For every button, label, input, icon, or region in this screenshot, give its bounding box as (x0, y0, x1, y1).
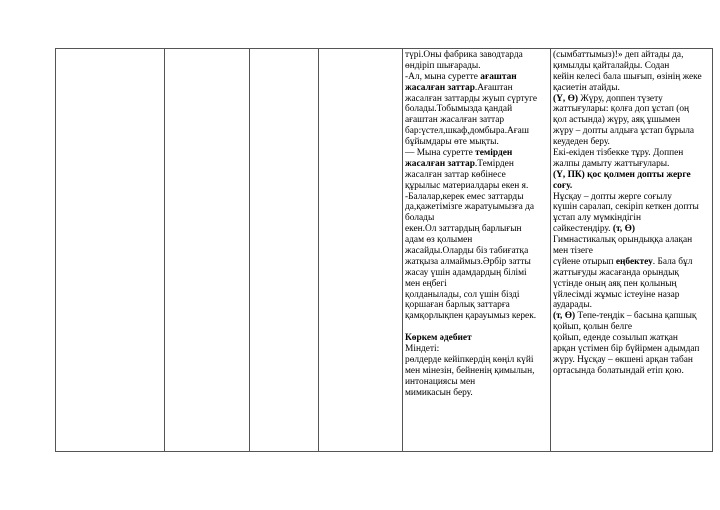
text-run: Жүру, доппен түзету (578, 93, 663, 104)
text-run: екен.Ол заттардың барлығын (405, 224, 522, 235)
text-run: жаттығуды жасағанда орындық (553, 267, 679, 278)
text-line (405, 388, 550, 399)
text-line (405, 72, 550, 83)
text-run: да,қажетімізге жаратуымызға да (405, 202, 535, 213)
text-line (405, 94, 550, 105)
text-run: арқан үстімен бір бүйірмен адымдап (553, 344, 700, 355)
text-line (553, 246, 712, 257)
text-run: үстінде оның аяқ пен қолының (553, 278, 677, 289)
text-line (553, 355, 712, 366)
text-line (553, 322, 712, 333)
text-run: қимылды қайталайды. Содан (553, 60, 670, 71)
text-line (405, 213, 550, 224)
text-line (405, 279, 550, 290)
text-run: мимикасын беру. (405, 387, 473, 398)
text-run: ортасында болатындай етіп қою. (553, 365, 684, 376)
text-run: сүйене отырып (553, 256, 616, 267)
text-run: қоршаған барлық заттарға (405, 300, 510, 311)
text-run: рөлдерде кейіпкердің көңіл күйі (405, 354, 534, 365)
text-run: мен еңбегі (405, 278, 447, 289)
text-line (553, 126, 712, 137)
text-line (553, 202, 712, 213)
bold-text-run: (Ү, Ө) (553, 93, 578, 104)
bold-text-run: соғу. (553, 180, 573, 191)
text-line (405, 366, 550, 377)
text-run: интонациясы мен (405, 376, 476, 387)
text-line (553, 148, 712, 159)
text-run: қойып, еденде созылып жатқан (553, 333, 678, 344)
text-line (405, 181, 550, 192)
text-run: жүру. Нұсқау – өкшені арқан табан (553, 354, 693, 365)
text-run: Екі-екіден тізбекке тұру. Доппен (553, 148, 684, 159)
text-run: түрі.Оны фабрика заводтарда (405, 50, 523, 60)
text-line (553, 94, 712, 105)
text-run: өндіріп шығарады. (405, 60, 481, 71)
text-line (553, 72, 712, 83)
text-line (405, 224, 550, 235)
cell-text-activities (403, 49, 550, 399)
text-run: . Бала бұл (652, 256, 693, 267)
text-run: қамқорлықпен қарауымыз керек. (405, 311, 537, 322)
text-line (405, 246, 550, 257)
text-run: .Ағаштан (474, 82, 513, 93)
text-run: жалпы дамыту жаттығулары. (553, 158, 670, 169)
text-line (553, 159, 712, 170)
bold-text-run: ағаштан (480, 71, 517, 82)
text-line (405, 300, 550, 311)
text-line (553, 213, 712, 224)
text-line (405, 290, 550, 301)
text-line (405, 268, 550, 279)
text-line (553, 268, 712, 279)
text-run: ағаштан жасалған заттар (405, 115, 505, 126)
text-run: болады.Тобымызда қандай (405, 104, 513, 115)
text-run: үйлесімді жұмыс істеуіне назар (553, 289, 680, 300)
table-cell-6 (551, 49, 713, 452)
text-line (553, 333, 712, 344)
text-run: ұстап алу мүмкіндігін (553, 213, 641, 224)
text-line (405, 115, 550, 126)
bold-text-run: (т, Ө) (612, 224, 635, 235)
text-run: жүру – допты алдыға ұстап бұрыла (553, 126, 695, 137)
text-line (553, 115, 712, 126)
text-line (405, 311, 550, 322)
text-line (553, 366, 712, 377)
text-run: қойып, қолын белге (553, 322, 633, 333)
text-line (553, 83, 712, 94)
text-line (553, 192, 712, 203)
text-line (553, 50, 712, 61)
table-cell-4 (319, 49, 403, 452)
text-run: жатқызa алмаймыз.Әрбір затты (405, 256, 531, 267)
text-run: жасайды.Оларды біз табиғатқа (405, 246, 529, 257)
text-line (553, 344, 712, 355)
text-line (405, 257, 550, 268)
text-run: аударады. (553, 300, 592, 311)
text-line (405, 159, 550, 170)
text-line (405, 235, 550, 246)
text-run: жасалған заттарды жуып сүртуге (405, 93, 538, 104)
bold-text-run: (т, Ө) (553, 311, 576, 322)
text-line (405, 148, 550, 159)
text-run: Тепе-теңдік – басына қапшық (575, 311, 697, 322)
text-run: -Ал, мына суретте (405, 71, 481, 82)
text-run: сәйкестендіру. (553, 224, 613, 235)
text-run: кейін келесі бала шығып, өзінің жеке (553, 71, 702, 82)
text-line (405, 333, 550, 344)
bold-text-run: темірден (475, 148, 513, 159)
text-run: жасау үшін адамдардың білімі (405, 267, 527, 278)
text-run: қол астында) жүру, аяқ ұшымен (553, 115, 681, 126)
text-run: қасиетін атайды. (553, 82, 620, 93)
table-cell-5 (403, 49, 551, 452)
text-line (553, 104, 712, 115)
text-line (405, 192, 550, 203)
table-cell-2 (165, 49, 250, 452)
text-line (405, 83, 550, 94)
text-run: бар:үстел,шкаф,домбыра.Ағаш (405, 126, 530, 137)
text-line (553, 224, 712, 235)
text-line (553, 311, 712, 322)
text-line (405, 202, 550, 213)
text-run: — Мына суретте (405, 148, 476, 159)
text-line (405, 61, 550, 72)
text-line (405, 355, 550, 366)
text-run: адам өз қолымен (405, 235, 473, 246)
text-line (553, 170, 712, 181)
text-line (553, 300, 712, 311)
text-line (553, 61, 712, 72)
text-line (405, 104, 550, 115)
text-line (405, 344, 550, 355)
table-cell-1 (56, 49, 165, 452)
text-line (405, 50, 550, 61)
bold-text-run: еңбектеу (615, 256, 653, 267)
bold-text-run: (Ү, ПК) қос қолмен допты жерге (553, 169, 691, 180)
table-cell-3 (250, 49, 319, 452)
text-run: .Темірден (474, 158, 514, 169)
text-run: жаттығулары: қолға доп ұстап (оң (553, 104, 690, 115)
text-run: Нұсқау – допты жерге соғылу (553, 191, 672, 202)
text-run: қолданылады, сол үшін бізді (405, 289, 520, 300)
table-row (56, 49, 713, 452)
text-run: мен мінезін, бейненің қимылын, (405, 365, 535, 376)
text-run: күшін саралап, секіріп кеткен допты (553, 202, 699, 213)
text-run: кеудеден беру. (553, 137, 610, 148)
lesson-plan-table (55, 48, 713, 452)
text-line (405, 322, 550, 333)
text-run: жасалған заттар көбінесе (405, 169, 506, 180)
bold-text-run: жасалған заттар (405, 82, 475, 93)
text-line (553, 279, 712, 290)
text-line (553, 257, 712, 268)
text-run: Гимнастикалық орындыққа алақан (553, 235, 693, 246)
text-run: мен тізеге (553, 246, 593, 257)
text-run: бұйымдары өте мықты. (405, 137, 499, 148)
text-run: (сымбаттымыз)!» деп айтады да, (553, 50, 684, 60)
text-run: құрылыс материалдары екен я. (405, 180, 529, 191)
text-line (405, 137, 550, 148)
bold-text-run: Көркем әдебиет (405, 333, 472, 344)
text-run: Міндеті: (405, 344, 440, 355)
cell-text-exercises (551, 49, 712, 377)
text-line (553, 137, 712, 148)
text-line (553, 235, 712, 246)
text-line (553, 181, 712, 192)
text-line (405, 377, 550, 388)
text-line (405, 126, 550, 137)
text-line (553, 290, 712, 301)
text-run: -Балалар,керек емес заттарды (405, 191, 524, 202)
text-run: болады (405, 213, 435, 224)
bold-text-run: жасалған заттар (405, 158, 475, 169)
text-line (405, 170, 550, 181)
